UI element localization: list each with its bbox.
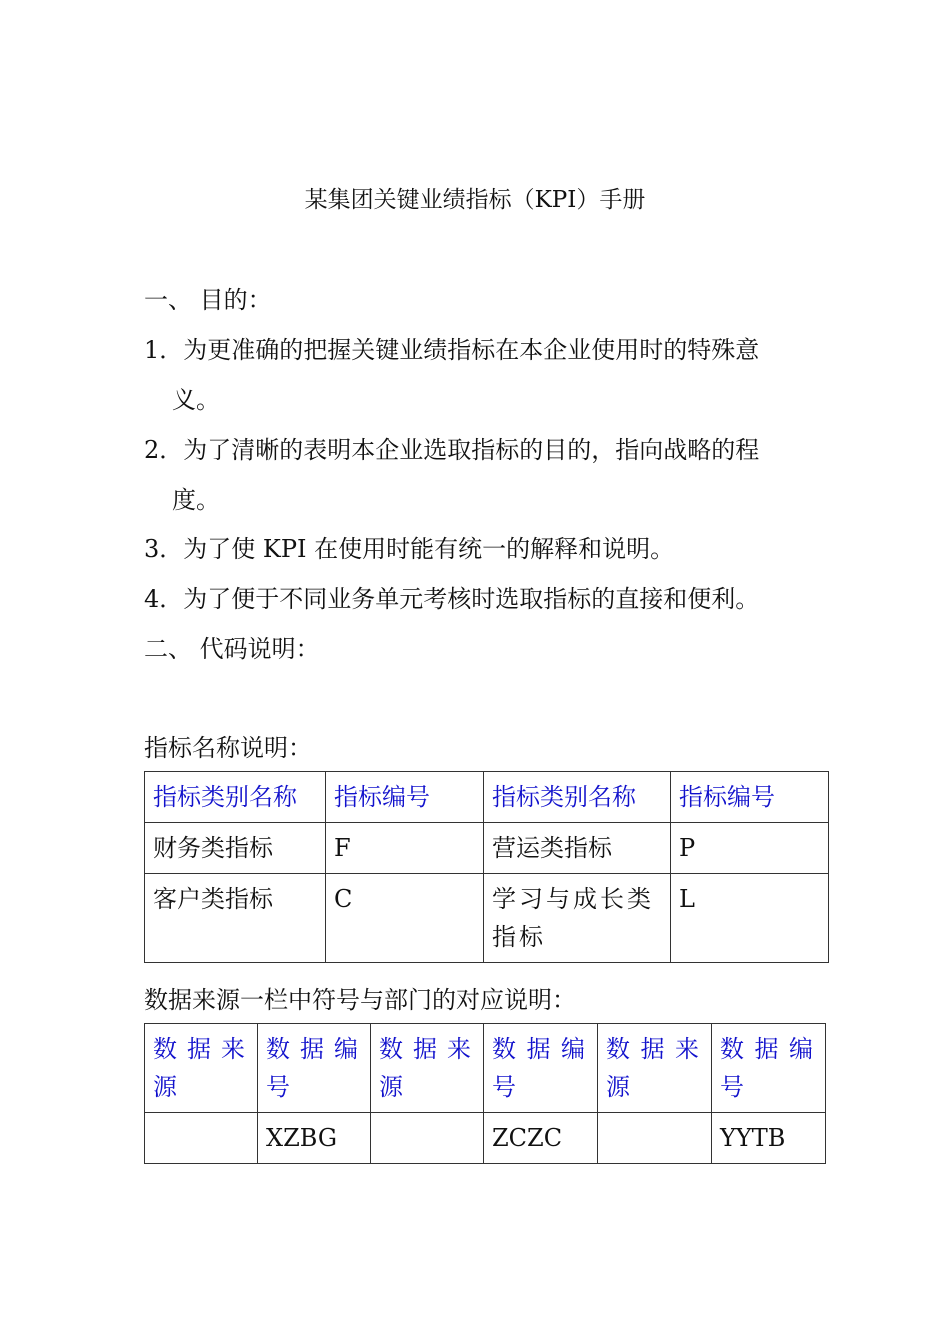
purpose-item-2: 2．为了清晰的表明本企业选取指标的目的，指向战略的程: [144, 436, 760, 464]
indicator-category-table: [144, 771, 829, 963]
table-cell: 学习与成长类指标: [484, 874, 671, 963]
purpose-item-3: 3．为了使 KPI 在使用时能有统一的解释和说明。: [144, 535, 675, 563]
purpose-item-1-cont: 义。: [172, 386, 220, 414]
table-1-caption: 指标名称说明：: [144, 734, 312, 762]
section-2-heading: 二、 代码说明：: [144, 635, 320, 663]
table-cell: YYTB: [712, 1113, 826, 1164]
table-row: [145, 874, 829, 963]
table-cell: 营运类指标: [484, 823, 671, 874]
table-cell: ZCZC: [484, 1113, 598, 1164]
purpose-item-2-cont: 度。: [172, 486, 220, 514]
table-cell: 财务类指标: [145, 823, 326, 874]
table-header-row: [145, 1024, 826, 1113]
table-header-cell: 指标编号: [671, 772, 829, 823]
table-cell: C: [326, 874, 484, 963]
table-cell: L: [671, 874, 829, 963]
table-2-caption: 数据来源一栏中符号与部门的对应说明：: [144, 986, 576, 1014]
table-header-cell: 数据来源: [598, 1024, 712, 1113]
table-header-cell: 数据来源: [371, 1024, 484, 1113]
table-cell: F: [326, 823, 484, 874]
purpose-item-1: 1．为更准确的把握关键业绩指标在本企业使用时的特殊意: [144, 336, 760, 364]
table-header-cell: 指标类别名称: [145, 772, 326, 823]
table-header-cell: 数据来源: [145, 1024, 258, 1113]
table-header-cell: 数据编号: [258, 1024, 371, 1113]
table-header-cell: 指标编号: [326, 772, 484, 823]
table-header-cell: 数据编号: [712, 1024, 826, 1113]
table-cell: [371, 1113, 484, 1164]
table-header-row: [145, 772, 829, 823]
page-title: 某集团关键业绩指标（KPI）手册: [304, 187, 646, 213]
table-cell: [598, 1113, 712, 1164]
table-header-cell: 指标类别名称: [484, 772, 671, 823]
table-cell: [145, 1113, 258, 1164]
table-cell: XZBG: [258, 1113, 371, 1164]
table-row: [145, 823, 829, 874]
table-header-cell: 数据编号: [484, 1024, 598, 1113]
table-cell: P: [671, 823, 829, 874]
data-source-table: [144, 1023, 826, 1164]
table-row: [145, 1113, 826, 1164]
purpose-item-4: 4．为了便于不同业务单元考核时选取指标的直接和便利。: [144, 585, 760, 613]
section-1-heading: 一、 目的：: [144, 286, 272, 314]
table-cell: 客户类指标: [145, 874, 326, 963]
